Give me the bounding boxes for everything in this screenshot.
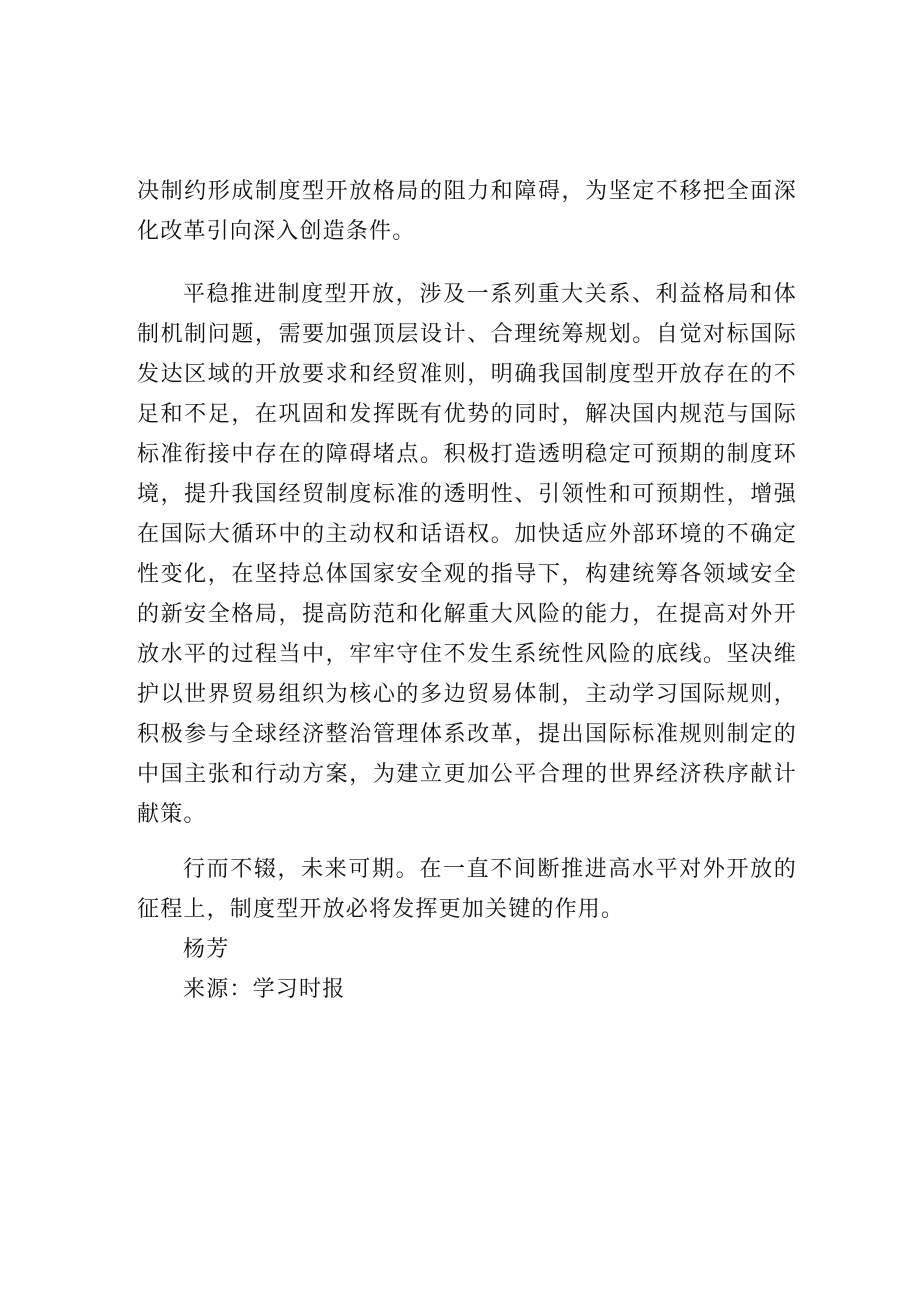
source-line: 来源：学习时报 — [183, 977, 346, 1002]
paragraph-continuation: 决制约形成制度型开放格局的阻力和障碍，为坚定不移把全面深化改革引向深入创造条件。 — [137, 179, 797, 244]
paragraph-institutional-opening: 平稳推进制度型开放，涉及一系列重大关系、利益格局和体制机制问题，需要加强顶层设计、合理统筹规划。自觉对标国际发达区域的开放要求和经贸准则，明确我国制度型开放存在的不足和不足，在巩固和发挥既有优势的同时，解决国内规范与国际标准衔接中存在的障碍堵点。积极打造透明稳定可预期的制度环境，提升我国经贸制度标准的透明性、引领性和可预期性，增强在国际大循环中的主动权和话语权。加快适应外部环境的不确定性变化，在坚持总体国家安全观的指导下，构建统筹各领域安全的新安全格局，提高防范和化解重大风险的能力，在提高对外开放水平的过程当中，牢牢守住不发生系统性风险的底线。坚决维护以世界贸易组织为核心的多边贸易体制，主动学习国际规则，积极参与全球经济整治管理体系改革，提出国际标准规则制定的中国主张和行动方案，为建立更加公平合理的世界经济秩序献计献策。 — [137, 282, 797, 827]
paragraph-conclusion: 行而不辍，未来可期。在一直不间断推进高水平对外开放的征程上，制度型开放必将发挥更加关键的作用。 — [137, 857, 797, 922]
author-name: 杨芳 — [183, 937, 230, 962]
article-body — [137, 172, 797, 1010]
